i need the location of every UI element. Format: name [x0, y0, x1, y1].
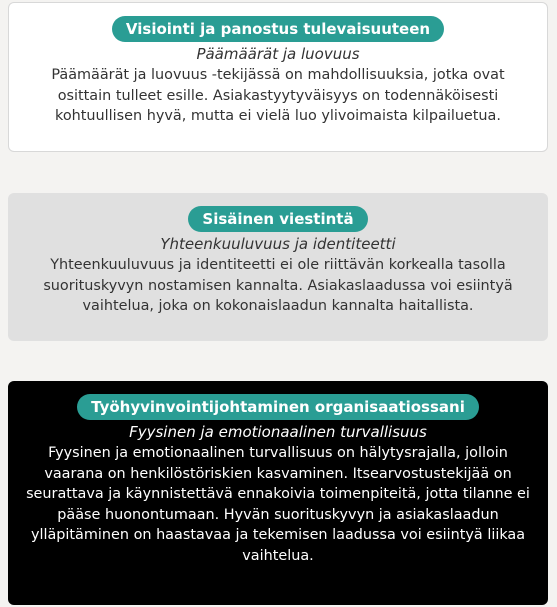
card-body-text: Fyysinen ja emotionaalinen turvallisuus on hälytysrajalla, jolloin vaarana on henkilöstöriskien kasvaminen. Itsearvostustekijää on seurattava ja käynnistettävä ennakoivia toimenpiteitä, jotta tilanne ei pääse huonontumaan. Hyvän suorituskyvyn ja asiakaslaadun ylläpitäminen on haastavaa ja tekemisen laadussa voi esiintyä liikaa vaihtelua. [26, 445, 530, 564]
card-body-text: Päämäärät ja luovuus -tekijässä on mahdollisuuksia, jotka ovat osittain tulleet esille. Asiakastyytyväisyys on todennäköisesti kohtuullisen hyvä, mutta ei vielä luo ylivoimaista kilpailuetua. [51, 67, 505, 124]
card-subtitle: Fyysinen ja emotionaalinen turvallisuus [129, 423, 427, 441]
card-body-text: Yhteenkuuluvuus ja identiteetti ei ole riittävän korkealla tasolla suorituskyvyn nostamisen kannalta. Asiakaslaadussa voi esiintyä vaihtelua, joka on kokonaislaadun kannalta haitallista. [43, 257, 513, 314]
result-card-wellbeing-leadership [8, 381, 548, 605]
card-title-badge: Työhyvinvointijohtaminen organisaatiossani [77, 394, 479, 420]
result-card-visioning [8, 2, 548, 152]
card-title-badge: Sisäinen viestintä [188, 206, 367, 232]
card-subtitle: Päämäärät ja luovuus [196, 45, 360, 63]
result-card-internal-communication [8, 193, 548, 341]
card-title-badge: Visiointi ja panostus tulevaisuuteen [112, 16, 444, 42]
card-subtitle: Yhteenkuuluvuus ja identiteetti [160, 235, 396, 253]
